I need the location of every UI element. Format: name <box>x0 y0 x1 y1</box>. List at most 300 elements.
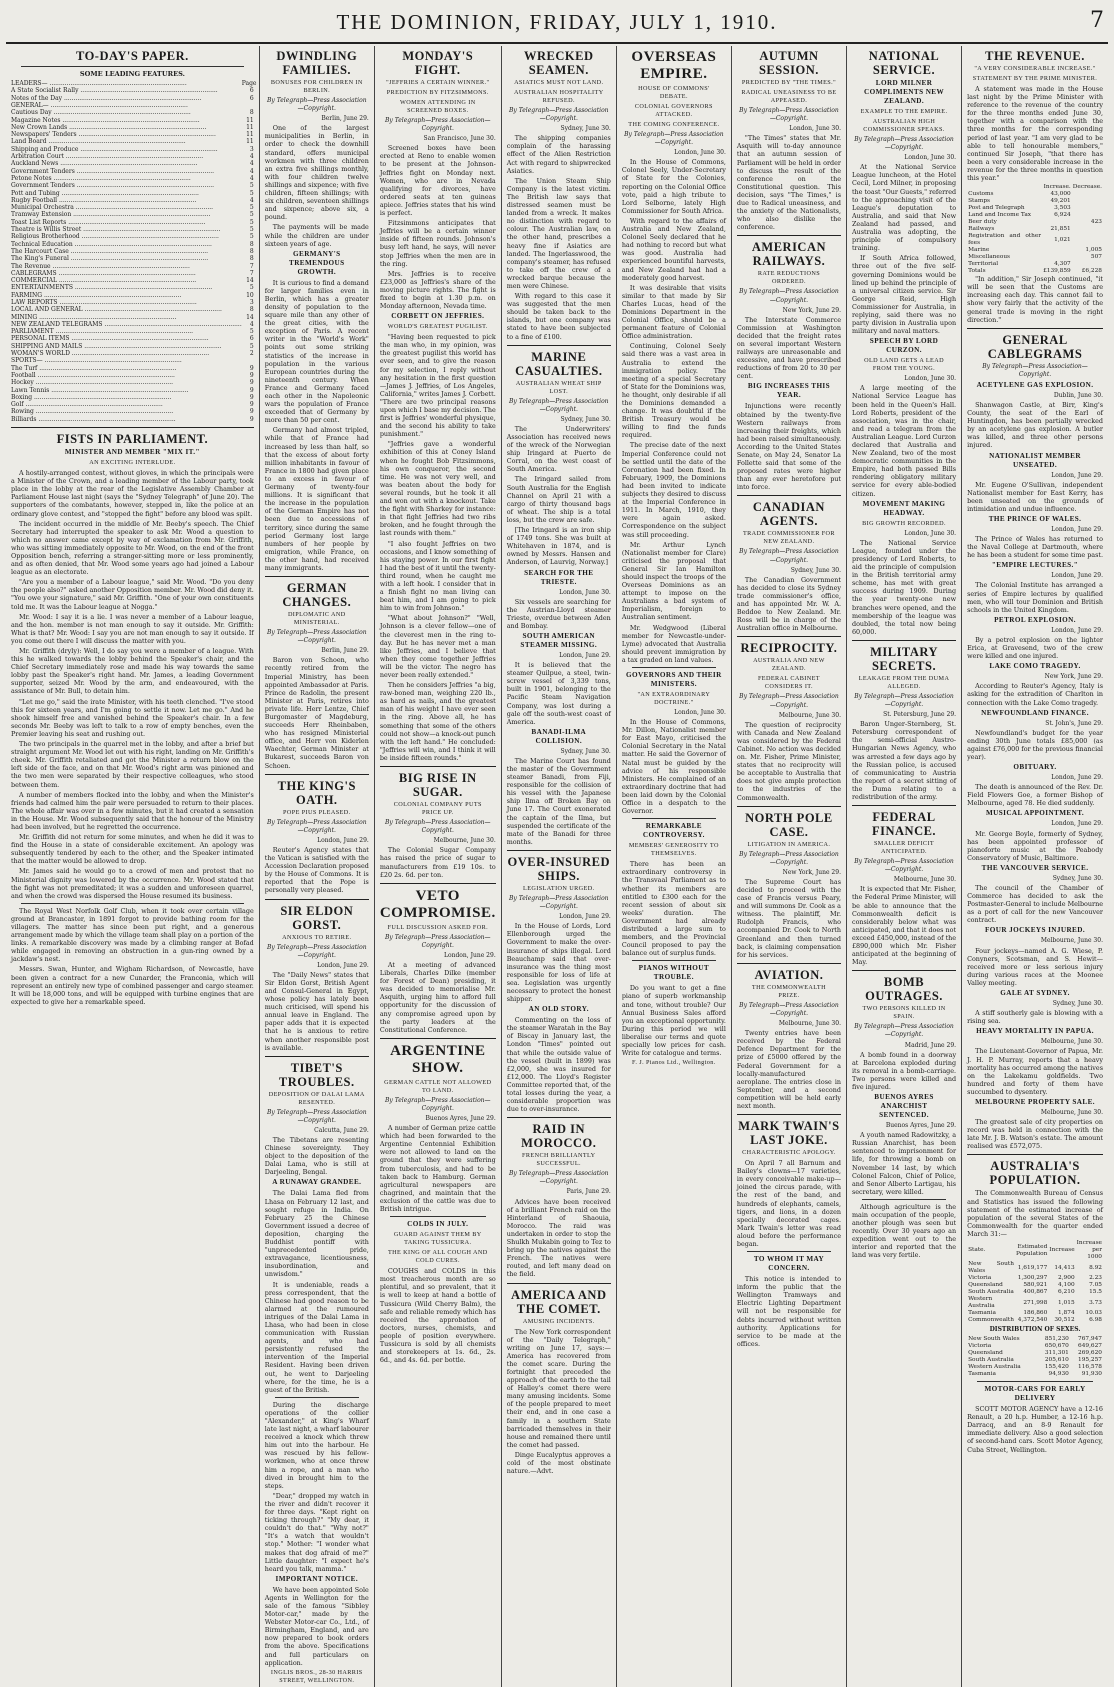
cable-list <box>967 381 1103 1151</box>
index-name: Cautious Day ..... <box>11 109 242 116</box>
column-3 <box>375 46 502 1687</box>
index-page: 8 <box>249 240 254 248</box>
index-name: Arbitration Court ..... <box>11 153 242 160</box>
autumn-sub: PREDICTED BY "THE TIMES." <box>741 79 836 86</box>
pianos-p: Do you want to get a fine piano of superb workmanship and tone, without trouble? Our Annual Business Sales afford you an exceptional opportunity. During this period we will liberalise our terms and quote specially low prices for cash. Write for catalogue and terms. <box>621 984 726 1058</box>
recip-sub2: FEDERAL CABINET CONSIDERS IT. <box>757 675 820 691</box>
marine-sub: AUSTRALIAN WHEAT SHIP LOST. <box>515 379 602 395</box>
marine-title: MARINE CASUALTIES. <box>515 349 603 378</box>
sexes-females: 91,930 <box>1081 1371 1102 1378</box>
index-name: The King's Funeral ..... <box>11 255 242 262</box>
sexes-state: Queensland <box>968 1350 1003 1357</box>
index-row <box>11 197 254 204</box>
cable-text: Four jockeys—named A. G. Wiese, P. Conyners, Scotsman, and S. Hewit—received more or less serious injury during various races at the Moonee Valley meeting. <box>967 946 1103 987</box>
agency-line: By Telegraph—Press Association—Copyright. <box>267 629 367 645</box>
service-title: NATIONAL SERVICE. <box>868 49 940 77</box>
index-row <box>11 357 254 364</box>
sugar-sub: COLONIAL COMPANY PUTS PRICE UP. <box>393 801 482 817</box>
cable-date: Melbourne, June 30. <box>1040 1108 1103 1116</box>
revenue-increase: 6,924 <box>1054 212 1071 219</box>
index-row <box>11 365 254 372</box>
cable-date: London, June 29. <box>1051 572 1103 580</box>
population-rate: 3.73 <box>1089 1299 1102 1306</box>
agency-line: By Telegraph—Press Association—Copyright. <box>385 819 491 835</box>
index-name: Golf ..... <box>11 401 242 408</box>
index-page: Page <box>241 80 257 88</box>
index-name: LEADERS— ..... <box>11 80 242 87</box>
comet-adv: Dinge Eucalyptus approves a cold of the most obstinate nature.—Advt. <box>506 1450 611 1476</box>
railways-title: AMERICAN RAILWAYS. <box>751 240 827 269</box>
index-name: SPORTS— ..... <box>11 357 242 364</box>
autumn-title: AUTUMN SESSION. <box>758 49 819 77</box>
masthead-title: THE DOMINION, FRIDAY, JULY 1, 1910. <box>336 10 778 34</box>
index-name: PARLIAMENT ..... <box>11 328 242 335</box>
index-page: 2 <box>249 350 254 358</box>
table-row <box>967 191 1103 198</box>
revenue-decrease: 423 <box>1090 219 1102 226</box>
remark-head: REMARKABLE CONTROVERSY. <box>642 822 705 840</box>
overseas-sub: HOUSE OF COMMONS' DEBATE. <box>638 85 710 100</box>
fight-sub3: WOMEN ATTENDING IN SCREENED BOXES. <box>399 99 476 114</box>
sexes-state: Western Australia <box>968 1364 1021 1371</box>
revenue-increase <box>1042 219 1072 226</box>
railways-sub: RATE REDUCTIONS ORDERED. <box>757 270 821 286</box>
pole-p: The Supreme Court has decided to proceed with the case of Francis versus Peary, and will summons Dr. Cook as a witness. The plaintiff, Mr. Rudolph Francis, who accompanied Dr. Cook to North Greenland and then turned back, is claiming compensation for his services. <box>736 877 841 959</box>
notice-p: We have been appointed Sole Agents in Wellington for the sale of the famous "Sibbley Motor-car," made by the Webster Motor-car Co., Ltd., of Birmingham, England, and are now prepared to book orders from the above. Specifications and full particulars on application. <box>264 1585 369 1667</box>
features-head: SOME LEADING FEATURES. <box>79 70 185 78</box>
index-name: New Crown Lands ..... <box>11 124 242 131</box>
index-page: 9 <box>249 393 254 401</box>
population-rate: 2.23 <box>1089 1275 1102 1281</box>
marine-p1: The Underwriters' Association has received news of the wreck of the Norwegian ship Iringard at Puerto de Corral, on the west coast of South America. <box>506 424 611 474</box>
fists-p10: Mr. James said he would go to a crowd of men and protest that no Ministerial dignity was lowered by the occurrence. Mr. Wood stated that the fight was not premeditated; it was a sudden and unforeseen quarrel, and when the crowd was dispersed the House resumed its business. <box>11 867 254 900</box>
index-row <box>11 182 254 189</box>
service-head: AUSTRALIAN HIGH COMMISSIONER SPEAKS. <box>863 118 945 133</box>
index-page: 9 <box>249 408 254 416</box>
index-name: COMMERCIAL ..... <box>11 277 242 284</box>
revenue-item: Stamps <box>968 198 991 205</box>
index-page: 5 <box>249 284 254 292</box>
index-row <box>11 153 254 160</box>
table-row <box>967 254 1103 261</box>
index-name: Government Tenders ..... <box>11 182 242 189</box>
finance-title: FEDERAL FINANCE. <box>871 810 937 839</box>
index-page: 3 <box>249 299 254 306</box>
index-page: 9 <box>249 371 254 379</box>
population-estimate: 1,300,297 <box>1017 1275 1048 1281</box>
fight-title: MONDAY'S FIGHT. <box>402 49 474 77</box>
notice-sign: INGLIS BROS., 28-30 HARRIS STREET, WELLINGTON. <box>270 1668 363 1684</box>
population-state: South Australia <box>968 1289 1014 1295</box>
revenue-item: Totals <box>968 268 986 275</box>
revenue-decrease: 1,005 <box>1085 247 1102 254</box>
dateline: London, June 30. <box>674 149 726 157</box>
overseas-p2: With regard to the affairs of Australia and New Zealand, Colonel Seely declared that he had nothing to record but what was good. Australia had experienced bountiful harvests, and New Zealand had had a moderately good harvest. <box>621 216 726 282</box>
cable-head: MELBOURNE PROPERTY SALE. <box>975 1097 1095 1106</box>
table-row <box>967 1317 1103 1324</box>
population-increase: 14,413 <box>1054 1264 1075 1271</box>
revenue-p2: "In addition," Sir Joseph continued, "it will be seen that the Customs are increasing each day. This cannot fail to show very fairly that the activity of the general trade is moving in the right direction." <box>967 275 1103 324</box>
index-page: 5 <box>249 233 254 241</box>
veto-p: At a meeting of advanced Liberals, Charles Dilke (member for Forest of Dean) presiding, it was decided to memorialise Mr. Asquith, urging him to afford full opportunity for the discussion of any compromise agreed upon by the party leaders at the Constitutional Conference. <box>379 960 496 1034</box>
raid-sub: FRENCH BRILLIANTLY SUCCESSFUL. <box>522 1152 596 1168</box>
sugar-title: BIG RISE IN SUGAR. <box>398 771 477 800</box>
misc-paragraph: Messrs. Swan, Hunter, and Wigham Richardson, of Newcastle, have been given a contract for a new Cunarder, the Franconia, which will represent an entirely new type of combined passenger and cargo steamer. It will be 18,000 tons, and will be equipped with turbine engines that are expected to give her a remarkable speed. <box>11 965 254 1006</box>
cable-head: NATIONALIST MEMBER UNSEATED. <box>989 451 1081 469</box>
corbett-p4: "What about Johnson?" "Well, Johnson is a clever fellow—one of the cleverest men in the ring to-day. But he has never met a man like Jeffries, and I believe that when they come together Jeffries will be the victor. The negro has never been really extended." <box>379 614 496 679</box>
corbett-p2: "Jeffries gave a wonderful exhibition of this at Coney Island when he fought Bob Fitzsimmons, his own conqueror, the second time. He was not very well, and was beaten about the body for several rounds, but he took it all and won out with a knockout. Take the fight with Sharkey for instance: in that fight Jeffries had two ribs broken, and he fought through the last rounds with them." <box>379 440 496 538</box>
table-row <box>967 1296 1103 1310</box>
germany-p2: Germany had almost tripled, while that of France had increased by less than half, so that the excess of about forty million inhabitants in favour of France in 1800 had given place to an excess in favour of Germany of twenty-four millions. It is significant that the increase in the population of the German Empire has not been due to accessions of territory, since during the same period Germany lost large numbers of her people by emigration, while France, on the other hand, had received many immigrants. <box>264 426 369 572</box>
dateline: Berlin, June 29. <box>321 115 369 123</box>
index-name: PERSONAL ITEMS ..... <box>11 335 242 342</box>
revenue-increase: £139,859 <box>1043 268 1071 275</box>
cable-text: A stiff southerly gale is blowing with a rising sea. <box>967 1009 1103 1026</box>
table-row <box>967 268 1103 275</box>
pop-p: The Commonwealth Bureau of Census and Statistics has issued the following statement of the estimated increase of population of the several States of the Commonwealth for the quarter ended March 31:— <box>967 1189 1103 1238</box>
cable-head: THE VANCOUVER SERVICE. <box>981 863 1089 872</box>
index-row <box>11 175 254 182</box>
dateline: Sydney, June 30. <box>560 125 611 133</box>
index-name: Land Board ..... <box>11 138 242 145</box>
banadi-p: The Marine Court has found the master of the Government steamer Banadi, from Fiji, responsible for the collision of his vessel with the Japanese ship Ilma off Broken Bay on June 17. The Court exonerated the captain of the Ilma, but suspended the certificate of the mate of the Banadi for three months. <box>506 756 611 846</box>
service-sub: LORD MILNER COMPLIMENTS NEW ZEALAND. <box>863 79 945 105</box>
bomb-title: BOMB OUTRAGES. <box>865 975 943 1004</box>
cable-head: NEWFOUNDLAND FINANCE. <box>981 708 1089 717</box>
cable-head: FOUR JOCKEYS INJURED. <box>984 926 1086 935</box>
revenue-decrease <box>1072 233 1103 247</box>
column-6 <box>732 46 847 1687</box>
wrecked-sub2: AUSTRALIAN HOSPITALITY REFUSED. <box>513 89 604 104</box>
agency-line: By Telegraph—Press Association—Copyright. <box>385 117 491 133</box>
revenue-item: Railways <box>968 226 995 233</box>
population-state: Commonwealth <box>968 1317 1014 1323</box>
index-row <box>11 204 254 211</box>
governors-head: GOVERNORS AND THEIR MINISTERS. <box>625 671 722 688</box>
military-sub: LEAKAGE FROM THE DUMA ALLEGED. <box>858 674 950 690</box>
index-page: 9 <box>249 364 254 372</box>
cable-title: GENERAL CABLEGRAMS <box>987 332 1083 361</box>
dateline: London, June 30. <box>674 709 726 716</box>
index-page: 14 <box>246 277 254 285</box>
fists-p6: "Let me go," said the irate Minister, with his teeth clenched. "I've stood this for sixteen years, and I'm going to settle it now. Let me go." And he shook himself free and vanished behind the Speaker's chair. In a few seconds Mr. Beeby was left to talk to a row of empty benches, even the Premier leaving his seat and rushing out. <box>11 697 254 738</box>
aviation-sub: THE COMMONWEALTH PRIZE. <box>751 983 826 999</box>
index-page: 5 <box>249 182 254 190</box>
germany-head: GERMANY'S TREMENDOUS GROWTH. <box>289 249 345 276</box>
population-header-cell: Increase per 1000 <box>1076 1240 1102 1260</box>
agency-line: By Telegraph—Press Association—Copyright. <box>385 1096 491 1112</box>
comet-title: AMERICA AND THE COMET. <box>511 1287 607 1316</box>
cable-date: London, June 29. <box>1051 526 1103 533</box>
table-row <box>967 1336 1103 1343</box>
index-row <box>11 299 254 306</box>
index-row <box>11 270 254 277</box>
index-row <box>11 124 254 131</box>
dateline: London, June 29. <box>559 913 611 921</box>
table-row <box>967 1289 1103 1296</box>
overseas-sub3: THE COMING CONFERENCE. <box>628 121 720 128</box>
sexes-state: Victoria <box>968 1343 992 1350</box>
index-row <box>11 277 254 284</box>
wrecked-sub: ASIATICS MUST NOT LAND. <box>514 79 604 86</box>
revenue-decrease <box>1072 198 1103 205</box>
agency-line: By Telegraph—Press Association—Copyright. <box>982 362 1088 378</box>
railways-p2: Injunctions were recently obtained by the twenty-five Western railways from increasing their freights, which had been raised simultaneously. According to the United States Senate, on May 24, Senator La Follette said that some of the proposed rates were higher than any ever heretofore put into force. <box>736 402 841 492</box>
population-estimate: 186,860 <box>1023 1310 1048 1316</box>
table-row <box>967 1261 1103 1275</box>
todays-paper-title: TO-DAY'S PAPER. <box>75 49 189 63</box>
cable-date: St. John's, June 29. <box>1045 719 1103 727</box>
sexes-females: 767,947 <box>1078 1336 1102 1343</box>
oath-sub: POPE PIUS PLEASED. <box>283 808 351 816</box>
table-row <box>967 1343 1103 1350</box>
index-page: 8 <box>249 109 254 117</box>
wrecked-title: WRECKED SEAMEN. <box>524 49 594 77</box>
index-page: 6 <box>249 87 254 95</box>
cable-head: HEAVY MORTALITY IN PAPUA. <box>976 1027 1094 1036</box>
index-row <box>11 314 254 321</box>
old-head: AN OLD STORY. <box>528 1005 589 1014</box>
revenue-header-cell: Decrease. <box>1072 184 1102 191</box>
motor-p: SCOTT MOTOR AGENCY have a 12-16 Renault, a 20 h.p. Humber, a 12-16 h.p. Darracq, and an 8-9 Renault for immediate delivery. Also a good selection of second-hand cars. Scott Motor Agency, Cuba Street, Wellington. <box>967 1405 1103 1454</box>
tibet-sub: DEPOSITION OF DALAI LAMA RESENTED. <box>268 1090 365 1106</box>
cable-head: "EMPIRE LECTURES." <box>991 561 1079 570</box>
cable-text: The Prince of Wales has returned to the Naval College at Dartmouth, where he has been a student for some time past. <box>967 535 1103 560</box>
overseas-p6: Mr. Arthur Lynch (Nationalist member for Clare) criticised the proposal that General Sir Ian Hamilton should inspect the troops of the Overseas Dominions as an attempt to impose on the Australians a bad system of Imperialism, foreign to Australian sentiment. <box>621 540 726 622</box>
cable-text: By a petrol explosion on the lighter Erica, at Gravesend, two of the crew were killed and one injured. <box>967 635 1103 661</box>
index-name: Theatre is Willis Street ..... <box>11 226 242 233</box>
dateline: New York, June 29. <box>782 868 841 876</box>
index-page: 4 <box>249 174 254 182</box>
argentine-sub: GERMAN CATTLE NOT ALLOWED TO LAND. <box>384 1078 492 1094</box>
index-row <box>11 117 254 124</box>
cable-date: London, June 29. <box>1051 626 1103 634</box>
dateline: Sydney, June 30. <box>790 566 841 574</box>
revenue-decrease: 507 <box>1090 254 1102 261</box>
dateline: St. Petersburg, June 29. <box>883 711 957 719</box>
marine-p2: The Iringard sailed from South Australia for the English Channel on April 21 with a cargo of thirty thousand bags of wheat. The ship is a total loss, but the crew are safe. <box>506 475 611 524</box>
over-title: OVER-INSURED SHIPS. <box>507 854 611 883</box>
service-p2: If South Africa followed, three out of the five self-governing Dominions would be lined up behind the principle of a universal citizen service. Sir George Reid, High Commissioner for Australia, in replying, said there was no party division in Australia upon military and naval matters. <box>851 254 957 336</box>
notice-head: IMPORTANT NOTICE. <box>275 1574 359 1583</box>
oath-p: Reuter's Agency states that the Vatican is satisfied with the Accession Declaration proposed by the House of Commons. It is reported that the Pope is personally very pleased. <box>264 845 369 895</box>
table-row <box>967 1357 1103 1364</box>
index-name: Toast List Reports ..... <box>11 219 242 226</box>
grandee-p1: The Dalai Lama fled from Lhasa on February 12 last, and sought refuge in India. On February 25 the Chinese Government issued a decree of deposition, charging the Buddhist pontiff with "unprecedented pride, extravagance, licentiousness, insubordination, and unwisdom." <box>264 1189 369 1279</box>
index-name: Football ..... <box>11 372 242 379</box>
revenue-increase: 21,851 <box>1050 226 1071 233</box>
population-estimate: 271,998 <box>1023 1299 1048 1306</box>
grandee-head: A RUNAWAY GRANDEE. <box>272 1178 362 1187</box>
overseas-title: OVERSEAS EMPIRE. <box>631 49 717 82</box>
table-row <box>967 198 1103 205</box>
recip-title: RECIPROCITY. <box>740 641 838 656</box>
service-p1: At the National Service League luncheon, at the Hotel Cecil, Lord Milner, in proposing the toast "Our Guests," referred to the approaching visit of the League's deputation to Australia, and said that New Zealand had passed, and Australia was adopting, the principle of compulsory training. <box>851 163 957 253</box>
column-8 <box>962 46 1108 1687</box>
index-name: LOCAL AND GENERAL ..... <box>11 306 242 313</box>
index-row <box>11 219 254 226</box>
sexes-state: South Australia <box>968 1357 1014 1364</box>
population-header-cell: State. <box>968 1247 986 1253</box>
wrecked-p1: The shipping companies complain of the harassing effect of the Alien Restriction Act with regard to shipwrecked Asiatics. <box>506 134 611 175</box>
anarch-p: A youth named Radowitzky, a Russian Anarchist, has been sentenced to imprisonment for life, for throwing a bomb on November 14 last, by which Colonel Falcon, Chief of Police, and Senor Alberto Lartigau, his secretary, were killed. <box>851 1131 957 1196</box>
index-page: 4 <box>249 153 254 161</box>
agency-line: By Telegraph—Press Association—Copyright. <box>385 933 491 949</box>
pianos-sign: F. J. Pianos Ltd., Wellington. <box>632 1059 716 1067</box>
index-name: Boxing ..... <box>11 394 242 401</box>
cable-text: Newfoundland's budget for the year ending 30th June totals £85,000 (as against £76,000 for the previous financial year). <box>967 728 1103 761</box>
index-name: Municipal Orchestra ..... <box>11 204 242 211</box>
population-rate: 8.92 <box>1089 1264 1102 1271</box>
cable-date: Sydney, June 30. <box>1052 874 1103 882</box>
revenue-header-cell: Increase. <box>1043 184 1071 191</box>
index-page: 8 <box>249 247 254 255</box>
comet-sub: AMUSING INCIDENTS. <box>522 1317 595 1325</box>
revenue-item: Marine <box>968 247 990 254</box>
dateline: Buenos Ayres, June 29. <box>425 1115 496 1122</box>
curzon-head: SPEECH BY LORD CURZON. <box>869 337 939 355</box>
revenue-decrease <box>1072 226 1103 233</box>
dateline: London, June 30. <box>559 588 611 596</box>
index-name: The Revenue ..... <box>11 263 242 270</box>
cable-head: LAKE COMO TRAGEDY. <box>989 662 1081 671</box>
pianos-head: PIANOS WITHOUT TROUBLE. <box>638 964 710 982</box>
paper-index <box>11 80 257 423</box>
gorst-p: The "Daily News" states that Sir Eldon Gorst, British Agent and Consul-General in Egypt, whose policy has lately been much criticised, will spend his annual leave in England. The paper adds that it is expected that he is anxious to retire when another responsible post is available. <box>264 970 369 1052</box>
dateline: Madrid, June 29. <box>904 1041 957 1049</box>
tibet-p: The Tibetans are resenting Chinese sovereignty. They object to the deposition of the Dalai Lama, who is still at Darjeeling, Bengal. <box>264 1136 369 1177</box>
index-row <box>11 379 254 386</box>
revenue-increase <box>1042 254 1072 261</box>
dateline: Sydney, June 30. <box>560 747 611 755</box>
population-increase: 1,015 <box>1058 1299 1075 1306</box>
index-page: 7 <box>249 262 254 270</box>
index-name: Tramway Extension ..... <box>11 211 242 218</box>
pole-sub: LITIGATION IN AMERICA. <box>747 840 831 848</box>
remark-p: There has been an extraordinary controversy in the Transvaal Parliament as to whether its members are entitled to £300 each for the recent session of about six weeks' duration. The Government had already distributed a large sum to members, and the Provincial Council proposed to pay the balance out of surplus funds. <box>621 860 726 958</box>
fight-p1: Screened boxes have been erected at Reno to enable women to be present at the Johnson-Jeffries fight on Monday next. Women, who are in Nevada qualifying for divorces, have ordered seats at ten guineas apiece. Jeffries states that his wind is perfect. <box>379 144 496 218</box>
dwindling-p2: The payments will be made while the children are under sixteen years of age. <box>264 223 369 248</box>
table-row <box>967 226 1103 233</box>
dateline: London, June 29. <box>444 951 496 959</box>
governors-p: In the House of Commons, Mr. Dillon, Nationalist member for East Mayo, criticised the Colonial Secretary in the Natal matter. He said the Governor of Natal must be guided by the advice of his responsible Ministers. He complained of an extraordinary doctrine that had been laid down by the Colonial Office in a despatch to the Governor. <box>621 718 726 816</box>
cable-text: The Lieutenant-Governor of Papua, Mr. J. H. P. Murray, reports that a heavy mortality has occurred among the natives on the Lakekamu goldfields. Two hundred and forty of them have succumbed to dysentery. <box>967 1047 1103 1096</box>
recip-sub: AUSTRALIA AND NEW ZEALAND. <box>753 657 825 673</box>
gorst-sub: ANXIOUS TO RETIRE. <box>282 933 352 941</box>
index-row <box>11 131 254 138</box>
agency-line: By Telegraph—Press Association—Copyright. <box>854 692 954 708</box>
index-name: Notes of the Day ..... <box>11 95 242 102</box>
columns <box>6 46 1108 1684</box>
dateline: Melbourne, June 30. <box>893 876 957 884</box>
corbett-head: CORBETT ON JEFFRIES. <box>391 312 485 321</box>
dwindling-title: DWINDLING FAMILIES. <box>276 49 358 77</box>
cable-date: Melbourne, June 30. <box>1040 937 1103 945</box>
agency-line: By Telegraph—Press Association—Copyright. <box>267 97 367 113</box>
index-page: 5 <box>249 211 254 219</box>
raid-p: Advices have been received of a brilliant French raid on the Hinterland of Shaouia, Morocco. The raid was undertaken in order to stop the Shulkh Mukabin going to Tez to bring up the natives against the French. The natives were routed, and left many dead on the field. <box>506 1197 611 1279</box>
argentine-title: ARGENTINE SHOW. <box>390 1042 486 1076</box>
cable-date: Melbourne, June 30. <box>1040 1038 1103 1046</box>
colds-sub: GUARD AGAINST THEM BY TAKING TUSSICURA. <box>393 1231 482 1247</box>
twain-p: On April 7 all Barnum and Bailey's clowns—17 varieties, in every conceivable make-up—joined the circus parade, with the rest of the band, and hundreds of elephants, camels, tigers, and lions, in a dozen specially decorated cages. Mark Twain's letter was read aloud before the performance began. <box>736 1159 841 1248</box>
sexes-males: 205,610 <box>1044 1357 1069 1364</box>
index-page: 3 <box>249 145 254 153</box>
agency-line: By Telegraph—Press Association—Copyright. <box>739 548 839 564</box>
revenue-title: THE REVENUE. <box>985 49 1085 63</box>
index-name: The Harcourt Case ..... <box>11 248 242 255</box>
trieste-p: Six vessels are searching for the Austrian-Lloyd steamer Trieste, overdue between Aden and Bombay. <box>506 597 611 630</box>
revenue-item: Post and Telegraph <box>968 205 1025 212</box>
curzon-sub: OLD LAND GETS A LEAD FROM THE YOUNG. <box>864 357 944 373</box>
dateline: Melbourne, June 30. <box>778 1020 841 1028</box>
index-page <box>242 357 254 364</box>
sugar-p: The Colonial Sugar Company has raised the price of sugar to manufacturers from £19 10s. to £20 2s. 6d. per ton. <box>379 846 496 879</box>
oath-title: THE KING'S OATH. <box>277 778 356 807</box>
over-p: In the House of Lords, Lord Ellenborough urged the Government to make the over-insurance of ships illegal. Lord Beauchamp said that over-insurance was the thing most responsible for loss of life at sea. Legislation was urgently necessary to protect the honest shipper. <box>506 922 611 1004</box>
overseas-p3: It was desirable that visits similar to that made by Sir Charles Lucas, head of the Dominions Department in the Colonial Office, should be a permanent feature of Colonial Office administration. <box>621 283 726 341</box>
cable-text: Mr. Eugene O'Sullivan, independent Nationalist member for East Kerry, has been unseated on the grounds of intimidation and undue influence. <box>967 480 1103 513</box>
agency-line: By Telegraph—Press Association—Copyright. <box>739 107 839 123</box>
cable-text: According to Reuter's Agency, Italy is asking for the extradition of Charlton in connection with the Lake Como tragedy. <box>967 682 1103 707</box>
agency-line: By Telegraph—Press Association—Copyright. <box>267 1108 367 1124</box>
colds-head: COLDS IN JULY. <box>407 1220 469 1229</box>
fists-p4: Mr. Wood: I say it is a lie. I was never a member of a Labour league, and the hon. member is not man enough to say it outside. Mr. Griffith: What is that? Mr. Wood: I say you are not man enough to say it outside. If you come out there I will discuss the matter with you. <box>11 612 254 645</box>
index-row <box>11 138 254 145</box>
dateline: Melbourne, June 30. <box>778 711 841 719</box>
population-state: Victoria <box>968 1275 992 1281</box>
autumn-sub2: RADICAL UNEASINESS TO BE APPEASED. <box>741 89 837 104</box>
old-p: Commenting on the loss of the steamer Waratah in the Bay of Biscay in January last, the London "Times" pointed out that while the outside value of the vessel (built in 1899) was £2,000, she was insured for £12,000. The Lloyd's Register Committee reported that, of the total losses during the year, a considerable proportion was due to over-insurance. <box>506 1016 611 1114</box>
curzon-p: A large meeting of the National Service League has been held in the Queen's Hall. Lord Roberts, president of the association, was in the chair, and read a telegram from the Australian League. Lord Curzon declared that Australia and New Zealand, two of the most democratic communities in the Empire, had both passed Bills rendering obligatory military service for every able-bodied citizen. <box>851 384 957 498</box>
dateline: London, June 30. <box>904 529 957 537</box>
twain-title: MARK TWAIN'S LAST JOKE. <box>738 1119 840 1148</box>
index-row <box>11 211 254 218</box>
index-name: Shipping and Produce ..... <box>11 146 242 153</box>
index-name: LAW REPORTS ..... <box>11 299 242 306</box>
sexes-females: 269,620 <box>1078 1350 1102 1357</box>
index-page: 4 <box>249 196 254 204</box>
whom-head: TO WHOM IT MAY CONCERN. <box>753 1255 825 1273</box>
cable-head: ACETYLENE GAS EXPLOSION. <box>976 380 1094 389</box>
index-name: Petone Notes ..... <box>11 175 242 182</box>
railways-head: BIG INCREASES THIS YEAR. <box>747 382 831 400</box>
index-page: 5 <box>249 218 254 226</box>
movement-sub: BIG GROWTH RECORDED. <box>862 519 946 527</box>
index-name: SHIPPING AND MAILS ..... <box>11 343 242 350</box>
overseas-p7: Mr. Wedgwood (Liberal member for Newcastle-under-Lyme) advocated that Australia should prevent immigration by a tax graded on land values. <box>621 623 726 664</box>
grandee-p4: "Dear," dropped my watch in the river and didn't recover it for three days. "Kept right on ticking through?" "My dear, it couldn't do that." "Why not?" "It's a watch that wouldn't stop." Mother: "I wonder what makes that dog afraid of me?" Little daughter: "I expect he's heard you talk, mamma." <box>264 1491 369 1573</box>
table-row <box>967 233 1103 247</box>
agency-line: By Telegraph—Press Association—Copyright. <box>739 693 839 709</box>
revenue-increase <box>1042 247 1072 254</box>
agency-line: By Telegraph—Press Association—Copyright. <box>854 136 954 152</box>
dwindling-p1: One of the largest municipalities in Berlin, in order to check the downhill standard, offers municipal workmen with three children an extra five shillings monthly, with four children twelve shillings and sixpence; with five children, fifteen shillings; with six children, seventeen shillings and sixpence; above six, a pound. <box>264 124 369 222</box>
german-sub: DIPLOMATIC AND MINISTERIAL. <box>287 611 346 627</box>
german-p: Baron von Schoen, who recently retired from the Imperial Ministry, has been appointed Ambassador at Paris. Prince de Radolin, the present Minister at Paris, retires into private life. Herr Lentze, Chief Burgomaster of Magdeburg, succeeds Herr Rheinbaben, who has resigned Ministerial office, and Herr von Kiderlen Waechter, German Minister at Bukarest, succeeds Baron von Schoen. <box>264 656 369 770</box>
grandee-p3: During the discharge operations of the collier "Alexander," at King's Wharf late last night, a wharf labourer received a knock which threw him out into the harbour. He was rescued by his fellow-workmen, who at once threw him a rope, and a man who dived in brought him to the steps. <box>264 1400 369 1490</box>
agency-line: By Telegraph—Press Association—Copyright. <box>739 288 839 304</box>
population-estimate: 580,921 <box>1023 1282 1048 1288</box>
corbett-sub: WORLD'S GREATEST PUGILIST. <box>387 323 488 331</box>
fists-p3: "Are you a member of a Labour league," said Mr. Wood. "Do you deny the people also?" asked another Opposition member. Mr. Wood did deny it. "You owe your signature," said Mr. Griffith. "One of your own constituents told me. It was the Labour league at Nogga." <box>11 578 254 611</box>
revenue-increase: 49,201 <box>1050 198 1071 205</box>
table-row <box>967 247 1103 254</box>
sexes-males: 851,230 <box>1044 1336 1069 1343</box>
cable-head: THE PRINCE OF WALES. <box>988 515 1082 523</box>
banadi-head: BANADI-ILMA COLLISION. <box>531 727 587 745</box>
index-name: Rugby Football ..... <box>11 197 242 204</box>
